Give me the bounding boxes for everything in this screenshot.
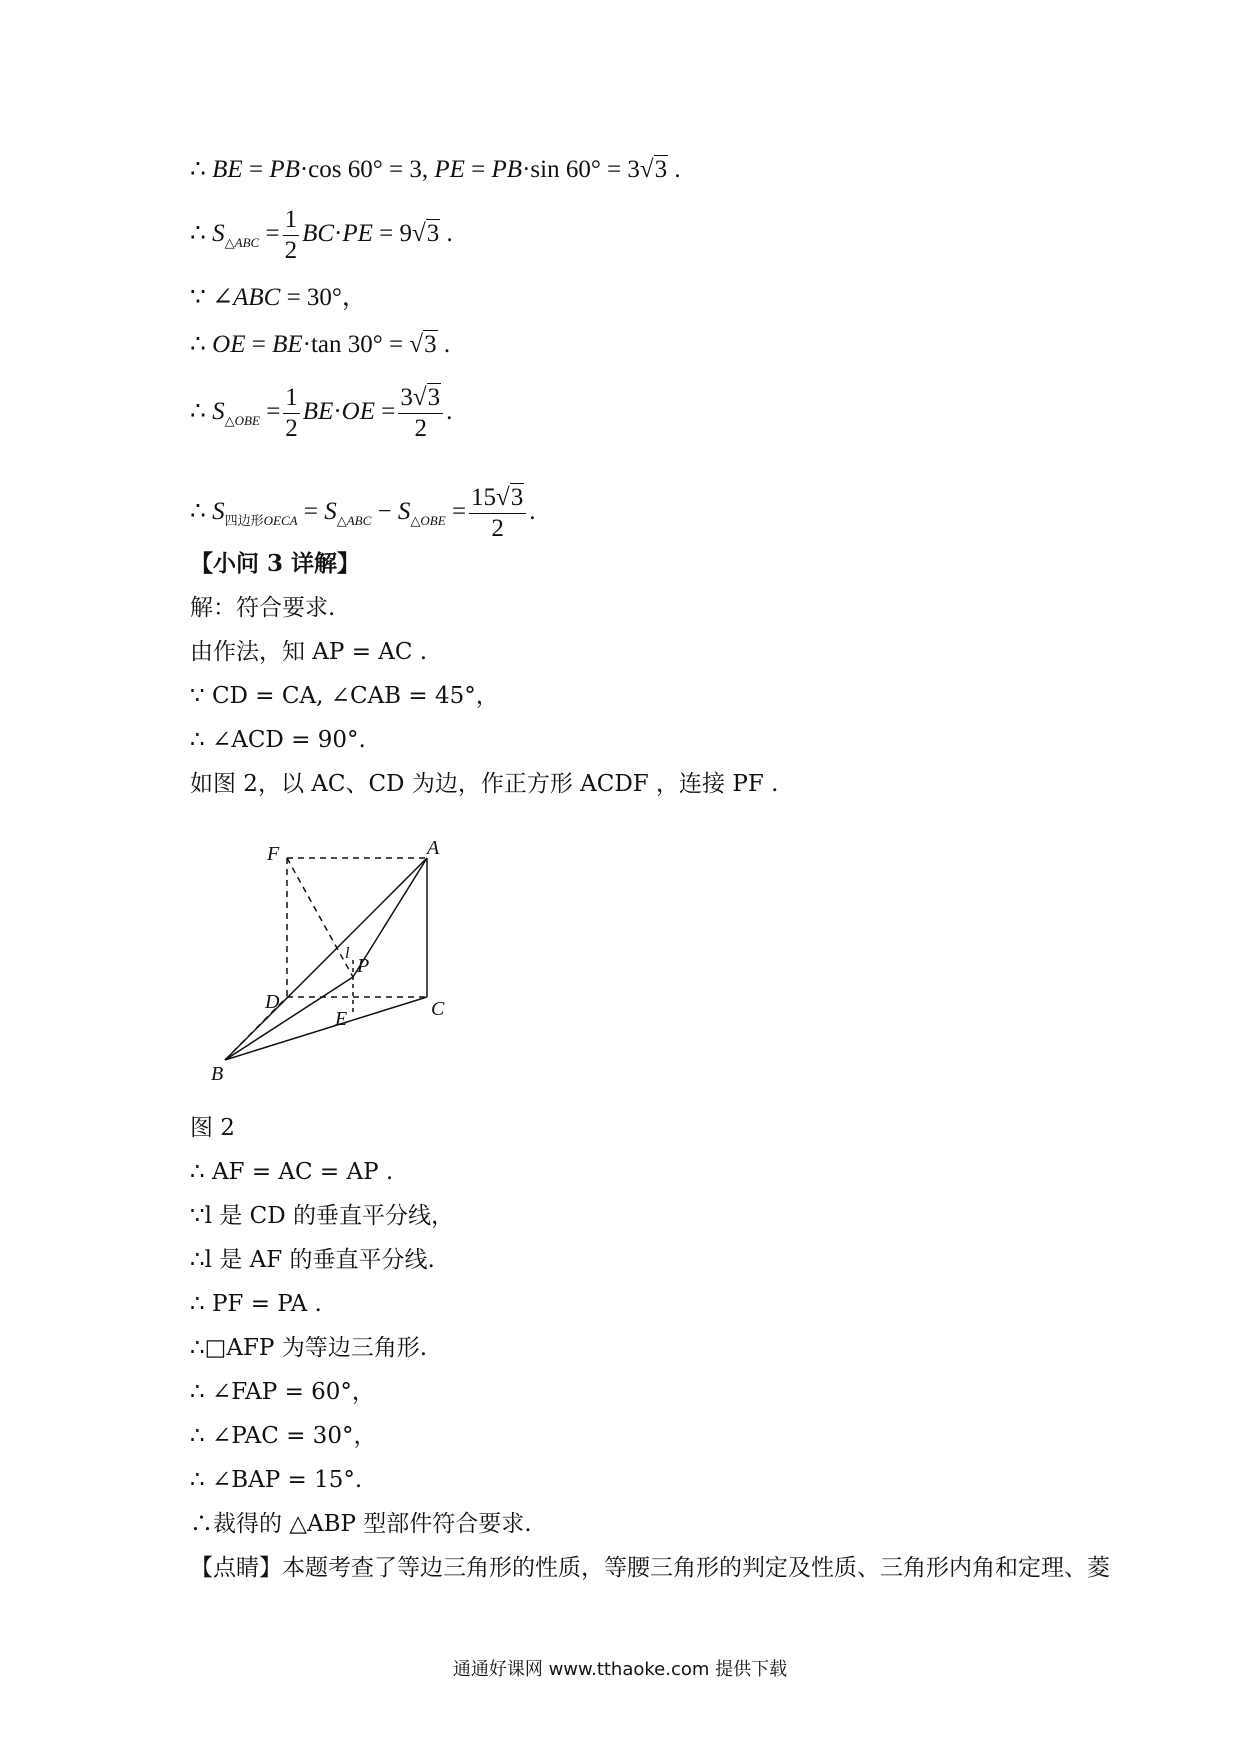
- segment-BP: [225, 977, 353, 1060]
- label-E: E: [335, 1008, 348, 1030]
- text-line: ∴ ∠ACD = 90°.: [190, 727, 366, 753]
- figure-caption: 图 2: [190, 1115, 235, 1141]
- text-line: ∵ CD = CA, ∠CAB = 45°，: [190, 683, 499, 709]
- text-line: ∴ AF = AC = AP .: [190, 1159, 394, 1185]
- text-line: 解：符合要求.: [190, 595, 336, 621]
- text-line: ∴ PF = PA .: [190, 1291, 322, 1317]
- label-A: A: [427, 837, 440, 859]
- section-heading: 【小问 3 详解】: [190, 550, 361, 577]
- text-line: ∵l 是 CD 的垂直平分线，: [190, 1203, 454, 1229]
- label-D: D: [265, 991, 280, 1013]
- text-line: ∴ ∠FAP = 60°，: [190, 1379, 375, 1405]
- text-line: ∴ $S_{四边形OECA} = S_{\triangle ABC} - S_{\triangle OBE}$ = $\frac{15√3}{2}$ .: [190, 484, 536, 542]
- text-line: 由作法，知 AP = AC .: [190, 639, 428, 665]
- segment-FP: [287, 858, 353, 977]
- label-P: P: [357, 955, 370, 977]
- text-line: ∵ ∠ABC = 30°，: [190, 284, 367, 311]
- label-l: l: [345, 945, 350, 962]
- geometry-figure-2: [195, 820, 455, 1080]
- text-line: ∴裁得的 △ABP 型部件符合要求.: [190, 1511, 532, 1537]
- text-line: ∴ ∠BAP = 15°.: [190, 1467, 363, 1493]
- segment-BA: [225, 858, 427, 1060]
- text-line: 如图 2，以 AC、CD 为边，作正方形 ACDF ，连接 PF .: [190, 771, 779, 797]
- text-line: ∴ $S_{\triangle ABC}$ = $\frac{1}{2}$ BC·PE = 9√3 .: [190, 206, 453, 264]
- text-line: ∴□AFP 为等边三角形.: [190, 1335, 428, 1361]
- text-line: ∴l 是 AF 的垂直平分线.: [190, 1247, 435, 1273]
- label-F: F: [267, 843, 280, 865]
- text-line: ∴ BE = PB·cos 60° = 3, PE = PB·sin 60° = 3√3 .: [190, 156, 681, 183]
- text-line: ∴ OE = BE·tan 30° = √3 .: [190, 331, 451, 358]
- text-line: ∴ ∠PAC = 30°，: [190, 1423, 377, 1449]
- text-line: ∴ $S_{\triangle OBE}$ = $\frac{1}{2}$ BE·OE = $\frac{3√3}{2}$ .: [190, 384, 453, 442]
- label-B: B: [211, 1063, 224, 1080]
- page-footer: 通通好课网 www.tthaoke.com 提供下载: [452, 1659, 788, 1680]
- segment-BC: [225, 997, 427, 1060]
- label-C: C: [431, 998, 445, 1020]
- text-line: 【点睛】本题考查了等边三角形的性质，等腰三角形的判定及性质、三角形内角和定理、菱: [190, 1555, 1110, 1581]
